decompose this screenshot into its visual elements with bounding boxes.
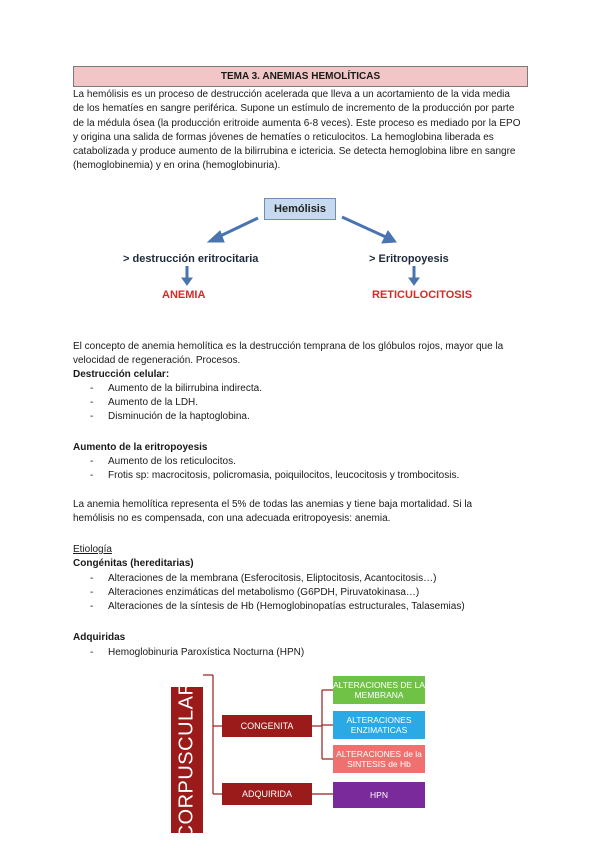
congenitas-heading: Congénitas (hereditarias) <box>73 558 194 569</box>
list-item: - Frotis sp: macrocitosis, policromasia, poiquilocitos, leucocitosis y trombocitosis. <box>90 470 460 481</box>
adquiridas-list <box>90 646 548 660</box>
intro-line: catabolizada y produce aumento de la bilirrubina e ictericia. Se detecta hemoglobina libre en sangre <box>73 146 516 158</box>
arrow-right-diag <box>342 217 388 238</box>
intro-line: de la médula ósea (la producción eritroide aumenta 6-8 veces). Este proceso es mediado por la EPO <box>73 117 521 129</box>
intro-line: y origina una salida de formas jóvenes de hematíes o reticulocitos. La hemoglobina liberada es <box>73 131 494 143</box>
summary-line: La anemia hemolítica representa el 5% de todas las anemias y tiene baja mortalidad. Si la <box>73 499 473 510</box>
list-item: - Hemoglobinuria Paroxística Nocturna (HPN) <box>90 647 305 658</box>
arrow-left-down-head <box>182 278 192 285</box>
leaf-sintesis: ALTERACIONES de la SINTESIS de Hb <box>333 745 425 773</box>
left-branch-result: ANEMIA <box>162 289 206 301</box>
right-branch-result: RETICULOCITOSIS <box>372 289 473 301</box>
arrow-left-diag <box>216 218 258 238</box>
concept-paragraph <box>73 340 553 369</box>
eritropoyesis-heading: Aumento de la eritropoyesis <box>73 442 208 453</box>
list-item: - Aumento de la LDH. <box>90 397 199 408</box>
concept-line: velocidad de regeneración. Procesos. <box>73 355 241 367</box>
arrow-left-diag-head <box>208 231 224 242</box>
corpuscular-label: CORPUSCULAR <box>175 680 198 840</box>
intro-line: La hemólisis es un proceso de destrucción acelerada que lleva a un acortamiento de la vida media <box>73 89 510 100</box>
list-item: - Aumento de la bilirrubina indirecta. <box>90 383 262 394</box>
eritropoyesis-list <box>90 455 548 483</box>
right-branch-label: > Eritropoyesis <box>369 253 449 265</box>
summary-line: hemólisis no es compensada, con una adecuada eritropoyesis: anemia. <box>73 513 391 525</box>
tree-connectors <box>0 660 600 848</box>
leaf-hpn: HPN <box>333 782 425 808</box>
list-item: - Alteraciones enzimáticas del metabolismo (G6PDH, Piruvatokinasa…) <box>90 587 420 598</box>
leaf-membrana: ALTERACIONES DE LA MEMBRANA <box>333 676 425 704</box>
diagram-arrows <box>0 0 600 320</box>
etiologia-heading: Etiología <box>73 544 112 555</box>
left-branch-label: > destrucción eritrocitaria <box>123 253 259 265</box>
leaf-enzimaticas: ALTERACIONES ENZIMATICAS <box>333 711 425 739</box>
intro-line: de los hematíes en sangre periférica. Supone un estímulo de incremento de la producción por parte <box>73 103 515 115</box>
list-item: - Disminución de la haptoglobina. <box>90 411 250 422</box>
arrow-right-down-head <box>409 278 419 285</box>
intro-line: (hemoglobinemia) y en orina (hemoglobinuria). <box>73 160 281 172</box>
list-item: - Aumento de los reticulocitos. <box>90 456 236 467</box>
destruccion-heading: Destrucción celular: <box>73 369 170 380</box>
list-item: - Alteraciones de la membrana (Esferocitosis, Eliptocitosis, Acantocitosis…) <box>90 573 437 584</box>
concept-line: El concepto de anemia hemolítica es la destrucción temprana de los glóbulos rojos, mayor que la <box>73 341 504 352</box>
page-title: TEMA 3. ANEMIAS HEMOLÍTICAS <box>73 66 528 87</box>
adquirida-node: ADQUIRIDA <box>222 783 312 805</box>
summary-paragraph <box>73 498 553 527</box>
congenitas-list <box>90 572 548 614</box>
list-item: - Alteraciones de la síntesis de Hb (Hemoglobinopatías estructurales, Talasemias) <box>90 601 465 612</box>
hemolisis-box: Hemólisis <box>264 198 336 220</box>
congenita-node: CONGENITA <box>222 715 312 737</box>
destruccion-list <box>90 382 548 424</box>
adquiridas-heading: Adquiridas <box>73 632 126 643</box>
